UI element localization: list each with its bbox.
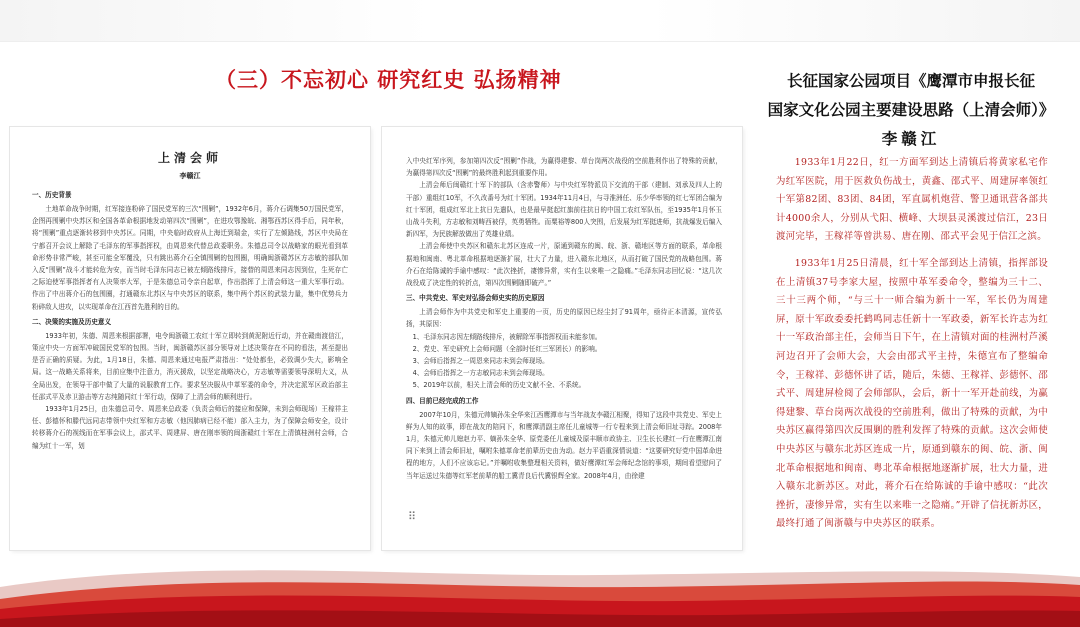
doc-paragraph: 1933年初，朱德、周恩来根据部署，电令闽浙赣工农红十军立即转到黄泥附近行动，并在赣南渡信江，策应中央一方面军冲破国民党军的包围。当时，闽浙赣苏区部分领导对上述决策存在不同的看法，甚至提出是否正确的质疑。为此，1月18日，朱德、周恩来通过电报严肃指出：“处处都坐，必致调少失大，影响全局。这一战略关系将来，目前应集中注意力，消灭援敌，以坚定战略决心，方志敏等需要领导深明大义，从全局出发，在领导干部中做了大量的说服教育工作。要求坚决服从中革军委的命令，并决定派军区政治部主任邵式平及赤卫游击等方志纯随同红十军行动，保障了上清会师的顺利进行。	[32, 331, 348, 401]
doc-paragraph: 上清会师使中央苏区和赣东北苏区连成一片，原通到赣东的闽、皖、浙、赣地区等方面的联系，革命根据地和闽南、粤北革命根据地逐渐扩展，壮大了力量，进入赣东北地区，从而打破了国民党的战略包围。蒋介石在给陈诚的手谕中感叹：“此次挫折，凄惨异常，实有生以来唯一之隐痛。”毛泽东同志回忆说：“这几次战役成了决定性的转折点，第四次围剿随即破产。”	[406, 242, 722, 288]
doc-heading: 三、中共党史、军史对弘扬会师史实的历史原因	[406, 294, 545, 303]
top-decorative-strip	[0, 0, 1080, 42]
doc-list-item: 1、毛泽东同志因左倾路线排斥，被解除军事指挥权而未能参加。	[412, 332, 602, 341]
bottom-red-wave-decoration	[0, 547, 1080, 627]
doc-list-item: 3、会师后指挥之一周恩来同志未到会师现场。	[412, 357, 549, 366]
project-title-line2: 国家文化公园主要建设思路（上清会师）》	[767, 100, 1055, 119]
doc-title: 上清会师	[157, 151, 222, 165]
handwritten-notes-panel	[762, 148, 1062, 550]
notes-paragraph: 1933年1月22日，红一方面军到达上清镇后将黄家私宅作为红军医院，用于医救负伤战士，黄鑫、邵式平、周建屏率领红十军第82团、83团、84团，军直属机炮营、警卫通讯营各部共计4000余人，分别从弋阳、横峰、大坝县灵溪渡过信江，23日渡河完毕，王稼祥等曾洪易、唐在刚、邵式平会见于信江之滨。	[776, 157, 1048, 243]
doc-list-item: 5、2019年以前，相关上清会师的历史文献不全、不系统。	[412, 381, 586, 390]
doc-paragraph: 1933年1月25日，由朱德总司令、周恩来总政委（负责会师后的接应和保障，未到会师现场）王稼祥主任、彭德怀和滕代远同志带领中央红军和方志敏（他因肺病已经不能）部入主力，为了保障会师安全，设计转移蒋介石的视线而在军事会议上，邵式平、周建屏、唐在刚率领的闽浙赣红十军在上清镇桂洲村会师，合编为红十一军，划	[32, 405, 348, 450]
doc-list-item: 4、会师后指挥之一方志敏同志未到会师现场。	[412, 369, 549, 378]
project-title-line1: 长征国家公园项目《鹰潭市申报长征	[786, 71, 1035, 90]
doc-paragraph: 上清会师后闽赣红十军下的部队（含赤警师）与中央红军特派员下交流的干部（建制、刘承及四人上的干部）重组红10军，不久改番号为红十军团。1934年11月4日，与寻淮洲任、乐少华率领的红七军团合编为红十军团，组成红军北上抗日先遣队，也是最早挺起红旗前往抗日的中国工农红军队伍，至1935年1月怀玉山战斗失利，方志敏和刘畴西被俘，英勇牺牲。而粟裕等800人突围，后发展为红军挺进师，抗战爆发后编入新四军，为民族解放做出了英雄业绩。	[406, 181, 722, 239]
doc-heading: 四、目前已经完成的工作	[406, 396, 479, 405]
section-title: （三）不忘初心 研究红史 弘扬精神	[215, 68, 562, 92]
document-page-2	[382, 127, 742, 550]
doc-heading: 一、历史背景	[32, 191, 72, 199]
drag-handle-icon[interactable]: ⠿	[408, 510, 417, 523]
project-author: 李赣江	[881, 129, 941, 148]
doc-heading: 二、决策的实施及历史意义	[32, 317, 112, 326]
doc-list-item: 2、党史、军史研究上会师问题（全部时任红三军团长）的影响。	[412, 344, 602, 353]
doc-paragraph: 上清会师作为中共党史和军史上重要的一页，历史的原因已经尘封了91周年，亟待正本清源，宣传弘扬，其原因：	[406, 308, 722, 329]
doc-paragraph: 2007年10月，朱德元帅嫡孙朱全华来江西鹰潭市与当年战友李赣江相聚，得知了这段中共党史、军史上鲜为人知的故事，即在战友的陪同下，和鹰潭清副主席任儿童城等一行专程来到上清会师旧址寻踪。2008年1月，朱德元帅儿媳赵力平、嫡孙朱全华、原党委任儿童城及原丰顺市政协主、卫生长长建红一行在鹰潭江南同下来到上清会师旧址，嘱咐朱德革命老前辈历史由为动。赵力平语重深情说道：“这要研究好党中国革命进程的地方，人们不应该忘记。”并嘱咐收集整理相关资料，做好鹰潭红军会师纪念馆的事项，期间看望慰问了当年运送过朱德等红军老前辈的船工冀青良后代冀银辉全家。2008年4月，由徐建	[406, 410, 722, 480]
document-page-1	[10, 127, 370, 550]
doc-author: 李赣江	[179, 172, 201, 180]
doc-paragraph: 土地革命战争时期，红军接连粉碎了国民党军的三次“围剿”，1932年6月，蒋介石调集50万国民党军，企图再围剿中央苏区和全国各革命根据地发动第四次“围剿”，在进攻鄂豫皖、湘鄂西苏区得手后，同年秋，将“围剿”重点逐渐转移到中央苏区。同期，中央临时政府从上海迁到瑞金，实行了左倾路线，苏区中央局在宁都召开会议上解除了毛泽东的军事指挥权，由周恩来代替总政委职务。朱德总司令以战略家的眼光看到革命形势非常严峻，甚至可能全军覆没，只有跳出蒋介石全镇围剿的包围圈，明确闽浙赣苏区方志敏的部队加入反“围剿”战斗才能转危为安，而当时毛泽东同志已被左倾路线排斥，接替的周恩来同志因到位，生死存亡之际迫使军事指挥者有人决策率大军，于是朱德总司令亲自起草，作出指挥了上清会师这一重大军事行动。作出了中出蒋介石的包围圈，打通赣东北苏区与中央苏区的联系，集中两个苏区的武装力量，集中优势兵力粉碎敌人进攻，以实现革命在江西首先胜利的目的。	[32, 205, 348, 311]
notes-paragraph: 1933年1月25日清晨，红十军全部到达上清镇，指挥部设在上清镇37号李家大屋，按照中革军委命令，整编为三十二、三十三两个师，“与三十一师合编为新十一军，军长仍为周建屏，原十军政委委托鹤鸣同志任新十一军政委，新军长许志为红十一军政治部主任，会师当日下午，在上清镇对面的桂洲村芦溪河边召开了会师大会，大会由邵式平主持，朱德宣布了整编命令，王稼祥、彭德怀讲了话，随后，朱德、王稼祥、彭德怀、邵式平、周建屏检阅了会师部队，会后，新十一军开赴前线，为赢得建黎、草台岗两次战役的空前胜利，做出了特殊的贡献，为中央苏区赢得第四次反围剿的胜利发挥了特殊的贡献。这次会师使中央苏区与赣东北苏区连成一片，原通到赣东的闽、皖、浙、闽北革命根据地和闽南、粤北革命根据地逐渐扩展，壮大力量，进入赣东北新苏区。对此，蒋介石在给陈诚的手谕中感叹：“此次挫折，凄惨异常，实有生以来唯一之隐痛。”开辟了信抚新苏区，最终打通了闽浙赣与中央苏区的联系。	[776, 257, 1048, 530]
doc-paragraph: 入中央红军序列，参加第四次反“围剿”作战，为赢得建黎、草台岗两次战役的空前胜利作出了特殊的贡献，为赢得第四次反“围剿”的最终胜利起到重要作用。	[406, 157, 722, 178]
project-title	[750, 66, 1072, 153]
